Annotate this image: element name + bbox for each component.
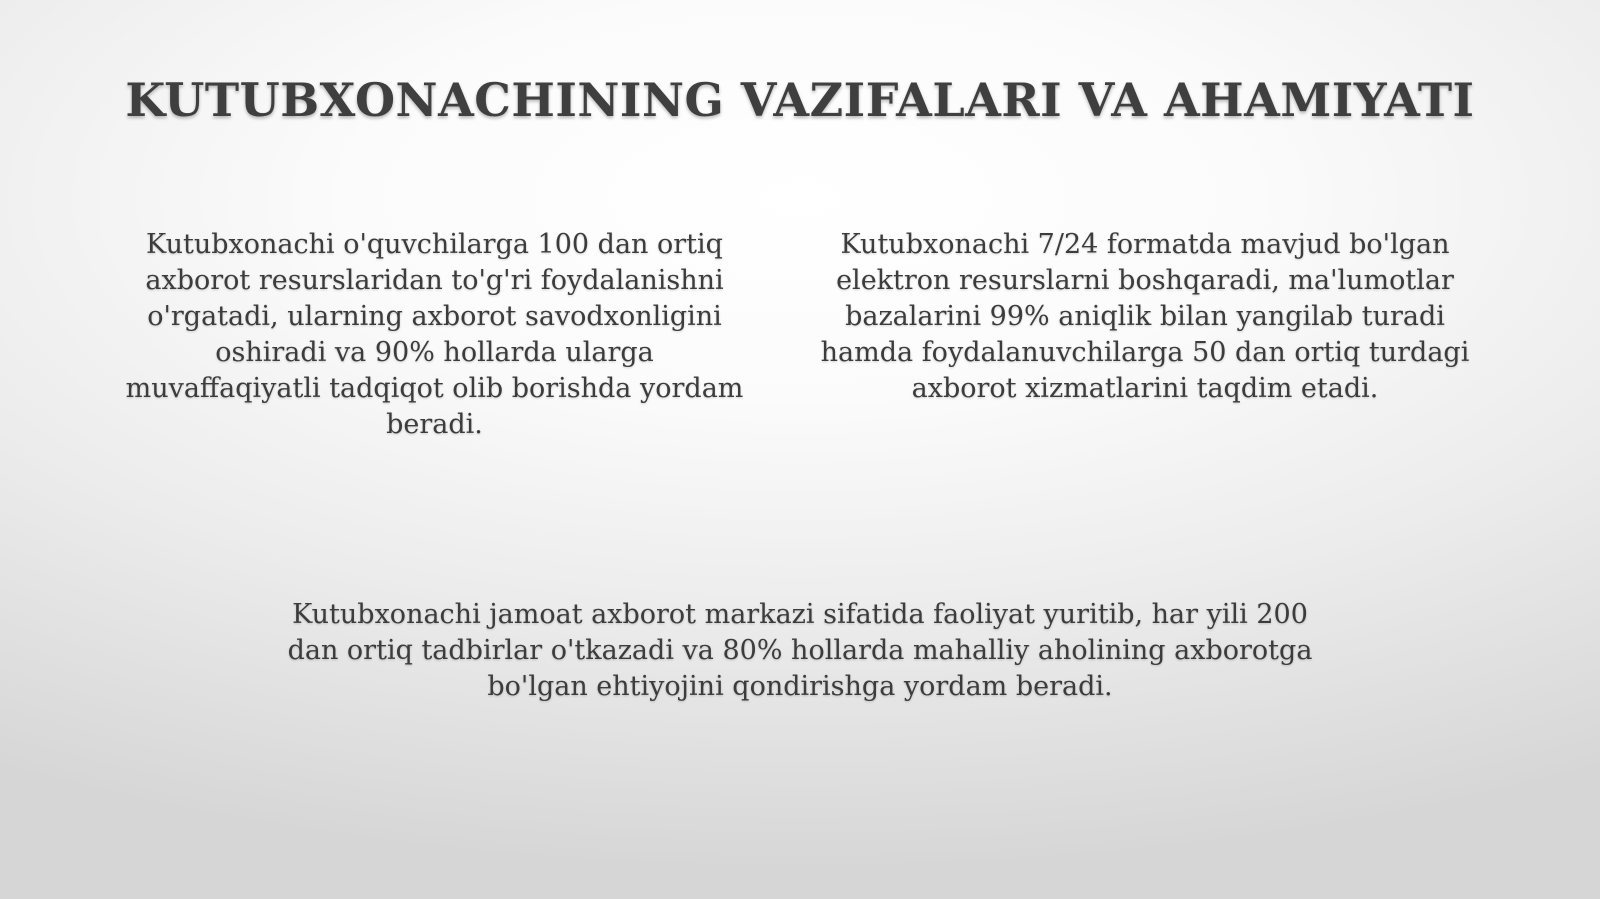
slide-title: KUTUBXONACHINING VAZIFALARI VA AHAMIYATI [125, 73, 1475, 127]
paragraph-right: Kutubxonachi 7/24 formatda mavjud bo'lgan elektron resurslarni boshqaradi, ma'lumotlar bazalarini 99% aniqlik bilan yangilab turadi hamda foydalanuvchilarga 50 dan ortiq turdagi axborot xizmatlarini taqdim etadi. [820, 229, 1470, 404]
paragraph-left: Kutubxonachi o'quvchilarga 100 dan ortiq axborot resurslaridan to'g'ri foydalanishni o'rgatadi, ularning axborot savodxonligini oshiradi va 90% hollarda ularga muvaffaqiyatli tadqiqot olib borishda yordam beradi. [125, 229, 744, 440]
paragraph-bottom: Kutubxonachi jamoat axborot markazi sifatida faoliyat yuritib, har yili 200 dan ortiq tadbirlar o'tkazadi va 80% hollarda mahalliy aholining axborotga bo'lgan ehtiyojini qondirishga yordam beradi. [287, 599, 1313, 702]
